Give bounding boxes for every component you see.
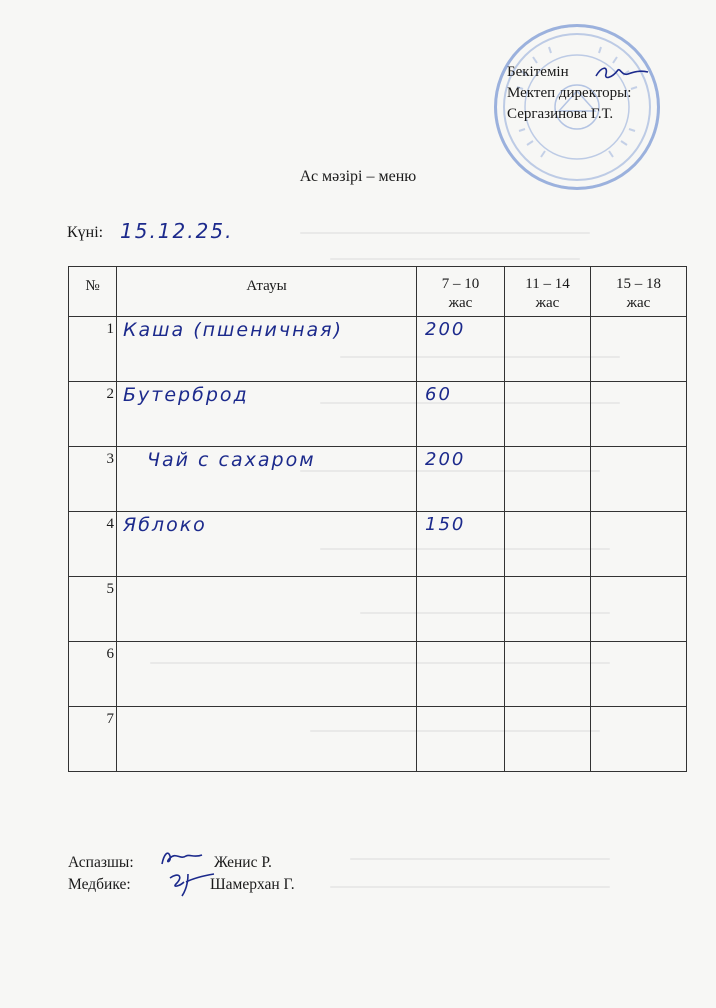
header-age-11-14: 11 – 14 жас bbox=[505, 267, 591, 317]
cook-signature bbox=[158, 846, 206, 870]
header-name: Атауы bbox=[117, 267, 417, 317]
approval-label: Бекітемін bbox=[507, 64, 569, 80]
dish-quantity: 200 bbox=[425, 319, 466, 340]
dish-name: Каша (пшеничная) bbox=[123, 319, 344, 341]
dish-name: Яблоко bbox=[123, 514, 207, 536]
table-row bbox=[69, 382, 687, 447]
row-number: 4 bbox=[106, 516, 114, 532]
dish-quantity bbox=[417, 577, 504, 579]
date-label: Күні: bbox=[67, 224, 104, 241]
dish-name: Чай с сахаром bbox=[147, 449, 316, 471]
dish-name bbox=[117, 577, 416, 579]
dish-quantity bbox=[417, 707, 504, 709]
dish-name bbox=[117, 707, 416, 709]
table-row bbox=[69, 447, 687, 512]
table-row bbox=[69, 577, 687, 642]
row-number: 7 bbox=[106, 711, 114, 727]
nurse-name: Шамерхан Г. bbox=[210, 876, 295, 893]
nurse-label: Медбике: bbox=[68, 876, 131, 893]
table-row bbox=[69, 512, 687, 577]
dish-quantity: 150 bbox=[425, 514, 466, 535]
director-name: Сергазинова Г.Т. bbox=[507, 106, 614, 122]
dish-quantity: 200 bbox=[425, 449, 466, 470]
date-value: 15.12.25. bbox=[120, 219, 234, 243]
dish-name bbox=[117, 642, 416, 644]
row-number: 1 bbox=[106, 321, 114, 337]
menu-table bbox=[68, 266, 687, 772]
header-age-7-10: 7 – 10 жас bbox=[417, 267, 505, 317]
director-title: Мектеп директоры: bbox=[507, 85, 632, 101]
page-title: Ас мәзірі – меню bbox=[299, 168, 417, 185]
cook-name: Женис Р. bbox=[214, 854, 272, 871]
row-number: 6 bbox=[106, 646, 114, 662]
table-row bbox=[69, 317, 687, 382]
dish-name: Бутерброд bbox=[123, 384, 249, 406]
row-number: 2 bbox=[106, 386, 114, 402]
row-number: 3 bbox=[106, 451, 114, 467]
header-number: № bbox=[69, 267, 117, 317]
dish-quantity: 60 bbox=[425, 384, 452, 405]
row-number: 5 bbox=[106, 581, 114, 597]
cook-label: Аспазшы: bbox=[68, 854, 134, 871]
director-signature bbox=[592, 62, 652, 84]
dish-quantity bbox=[417, 642, 504, 644]
header-age-15-18: 15 – 18 жас bbox=[591, 267, 687, 317]
table-row bbox=[69, 707, 687, 772]
table-header-row bbox=[69, 267, 687, 317]
table-row bbox=[69, 642, 687, 707]
